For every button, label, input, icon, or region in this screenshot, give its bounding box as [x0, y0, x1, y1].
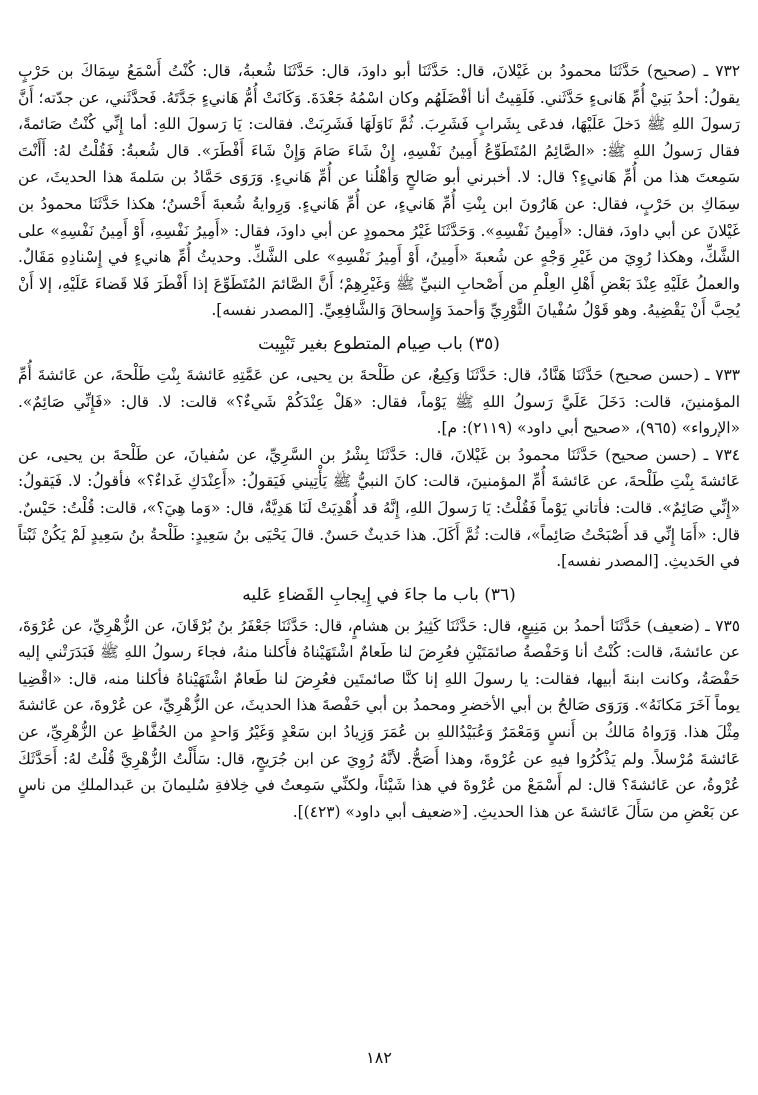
hadith-734: ٧٣٤ ـ (حسن صحيح) حَدَّثَنَا محمودُ بن غَيْلانَ، قال: حَدَّثَنَا بِشْرُ بن السَّرِيِّ، عن سُفيانَ، عن طَلْحةَ بن يحيى، عن عَائشةَ بِنْتِ طَلْحةَ، عن عَائشةَ أُمِّ المؤمنينَ، قالت: كانَ النبيُّ ﷺ يَأْتِيني فَيَقولُ: «أَعِنْدَكِ غَداءٌ؟» فأقولُ: لا. فَيَقولُ: «إِنِّي صَائِمٌ». قالت: فأتاني يَوْماً فَقُلْتُ: يَا رَسولَ اللهِ، إِنَّهُ قد أُهْدِيَتْ لَنَا هَدِيَّةٌ، قال: «وَما هِيَ؟»، قالت: قُلْتُ: حَيْسٌ. قال: «أَمَا إِنِّي قد أَصْبَحْتُ صَائِماً»، قالت: ثُمَّ أَكَلَ. هذا حَديثٌ حَسنٌ. قالَ يَحْيَى بنُ سَعِيدٍ: طَلْحةُ بنُ سَعِيدٍ لَمْ يَكُنْ ثَبْتاً في الحَديثِ. [المصدر نفسه]. [18, 445, 740, 571]
hadith-733: ٧٣٣ ـ (حسن صحيح) حَدَّثَنَا هَنَّادٌ، قال: حَدَّثَنَا وَكِيعٌ، عن طَلْحةَ بن يحيى، عن عَمَّتِهِ عَائشةَ بِنْتِ طَلْحةَ، عن عَائشةَ أُمِّ المؤمنينَ، قالت: دَخَلَ عَلَيَّ رَسولُ اللهِ ﷺ يَوْماً، فقال: «هَلْ عِنْدَكُمْ شَيءٌ؟» قالت: لا. قال: «فَإِنِّي صَائِمٌ». «الإرواء» (٩٦٥)، «صحيح أبي داود» (٢١١٩): م]. [18, 365, 740, 438]
page-body [18, 58, 740, 1048]
chapter-heading-35: (٣٥) باب صِيام المتطوع بغير تَبْيِيت [258, 333, 500, 354]
chapter-heading-36: (٣٦) باب ما جاءَ في إِيجابِ القَضاءِ عَليه [242, 584, 516, 605]
hadith-735: ٧٣٥ ـ (ضعيف) حَدَّثَنَا أحمدُ بن مَنِيعٍ، قال: حَدَّثَنَا كَثِيرُ بن هشامٍ، قال: حَدَّثَنَا جَعْفَرُ بنُ بُرْقَانَ، عن الزُّهْرِيِّ، عن عُرْوَةَ، عن عائشةَ، قالت: كُنْتُ أنا وَحَفْصةُ صائمَتَيْنِ فعُرِضَ لنا طَعامٌ اشْتَهَيْناهُ فأَكلنا منهُ، فجاءَ رسولُ اللهِ ﷺ فَبَدَرَتْني إليه حَفْصَةُ، وكانت ابنةَ أبيها، فقالت: يا رسولَ اللهِ إنا كنَّا صائمتَين فعُرِضَ لنا طَعامٌ اشْتَهَيْناهُ فأكلنا منه، قال: «اقْضِيا يوماً آخَرَ مَكانَهُ». وَرَوَى صَالحُ بن أبي الأخضرِ ومحمدُ بن أبي حَفْصةَ هذا الحديثَ، عن الزُّهْرِيِّ، عن عُرْوةَ، عن عَائشةَ مِثْلَ هذا. وَرَواهُ مَالكُ بن أَنسٍ وَمَعْمَرٌ وَعُبَيْدُاللهِ بن عُمَرَ وَزِيادُ ابن سَعْدٍ وَغَيْرُ وَاحدٍ من الحُفَّاظِ عن الزُّهْرِيِّ، عن عَائشةَ مُرْسلاً. ولم يَذْكُرُوا فيهِ عن عُرْوةَ، وهذا أَصَحُّ. لأنَّهُ رُوِيَ عن ابن جُرَيجٍ، قال: سَأَلْتُ الزُّهْرِيَّ قُلْتُ لهُ: أَحَدَّثَكَ عُرْوةُ، عن عَائشةَ؟ قال: لم أَسْمَعْ من عُرْوةَ في هذا شَيْئاً، ولكنِّي سَمِعتُ في خِلافةِ سُليمانَ بن عَبدالملكِ من ناسٍ عن بَعْضِ من سَأَلَ عَائشةَ عن هذا الحديثِ. [«ضعيف أبي داود» (٤٢٣)]. [18, 616, 740, 821]
page-number: ١٨٢ [366, 1048, 392, 1067]
hadith-732: ٧٣٢ ـ (صحيح) حَدَّثَنَا محمودُ بن غَيْلانَ، قال: حَدَّثَنَا أبو داودَ، قال: حَدَّثَنَا شُعبةُ، قال: كُنْتُ أَسْمَعُ سِمَاكَ بن حَرْبٍ يقولُ: أحدُ بَنِيْ أُمِّ هَانىءٍ حَدَّثَني. فَلَقِيتُ أنا أفْضَلَهُم وكان اسْمُهُ جَعْدَةَ. وَكَانَتْ أُمُّ هَانيءٍ جَدَّتَهُ. فَحدَّثَني، عن جدّته؛ أَنَّ رَسولَ اللهِ ﷺ دَخلَ عَلَيْهَا، فدعَى بِشَرابٍ فَشَرِبَ. ثُمَّ نَاوَلَهَا فَشَرِبَتْ. فقالت: يَا رَسولَ اللهِ: أما إِنِّي كُنْتُ صَائمةً، فقال رَسولُ اللهِ ﷺ: «الصَّائِمُ المُتَطَوِّعُ أَمِينُ نَفْسِهِ، إِنْ شَاءَ صَامَ وَإِنْ شَاءَ أَفْطَرَ». قال شُعبةُ: فَقُلْتُ لهُ: أَأَنْتَ سَمِعتَ هذا من أُمِّ هَانيءٍ؟ قال: لا. أخبرني أبو صَالحٍ وَأهْلُنا عن أُمِّ هَانيءٍ. وَرَوَى حَمَّادُ بن سَلمةَ هذا الحديثَ، عن سِمَاكِ بن حَرْبٍ، فقال: عن هَارُونَ ابن بِنْتِ أُمِّ هَانيءٍ، عن أُمِّ هَانيءٍ. وَرِوايةُ شُعبةَ أَحْسنُ؛ هكذا حَدَّثَنَا محمودُ بن غَيْلانَ عن أبي داودَ، فقال: «أَمِينُ نَفْسِهِ». وَحَدَّثَنَا غَيْرُ محمودٍ عن أبي داودَ، فقال: «أَمِيرُ نَفْسِهِ، أَوْ أَمِينُ نَفْسِهِ» على الشَّكِّ، وهكذا رُوِيَ من غَيْرِ وَجْهٍ عن شُعبةَ «أَمِينُ، أَوْ أَمِيرُ نَفْسِهِ» على الشَّكِّ. وحديثُ أُمِّ هانيءٍ في إِسْنادِهِ مَقَالٌ. والعملُ عَلَيْهِ عِنْدَ بَعْضِ أَهْلِ العِلْمِ من أَصْحابِ النبيِّ ﷺ وَغَيْرِهِمْ؛ أَنَّ الصَّائمَ المُتَطَوِّعَ إذا أَفْطَرَ فَلا قَضاءَ عَلَيْهِ، إلا أَنْ يُحِبَّ أَنْ يَقْضِيهُ. وهو قَوْلُ سُفْيانَ الثَّوْرِيِّ وَأحمدَ وَإِسحاقَ وَالشَّافِعِيِّ. [المصدر نفسه]. [18, 62, 740, 320]
